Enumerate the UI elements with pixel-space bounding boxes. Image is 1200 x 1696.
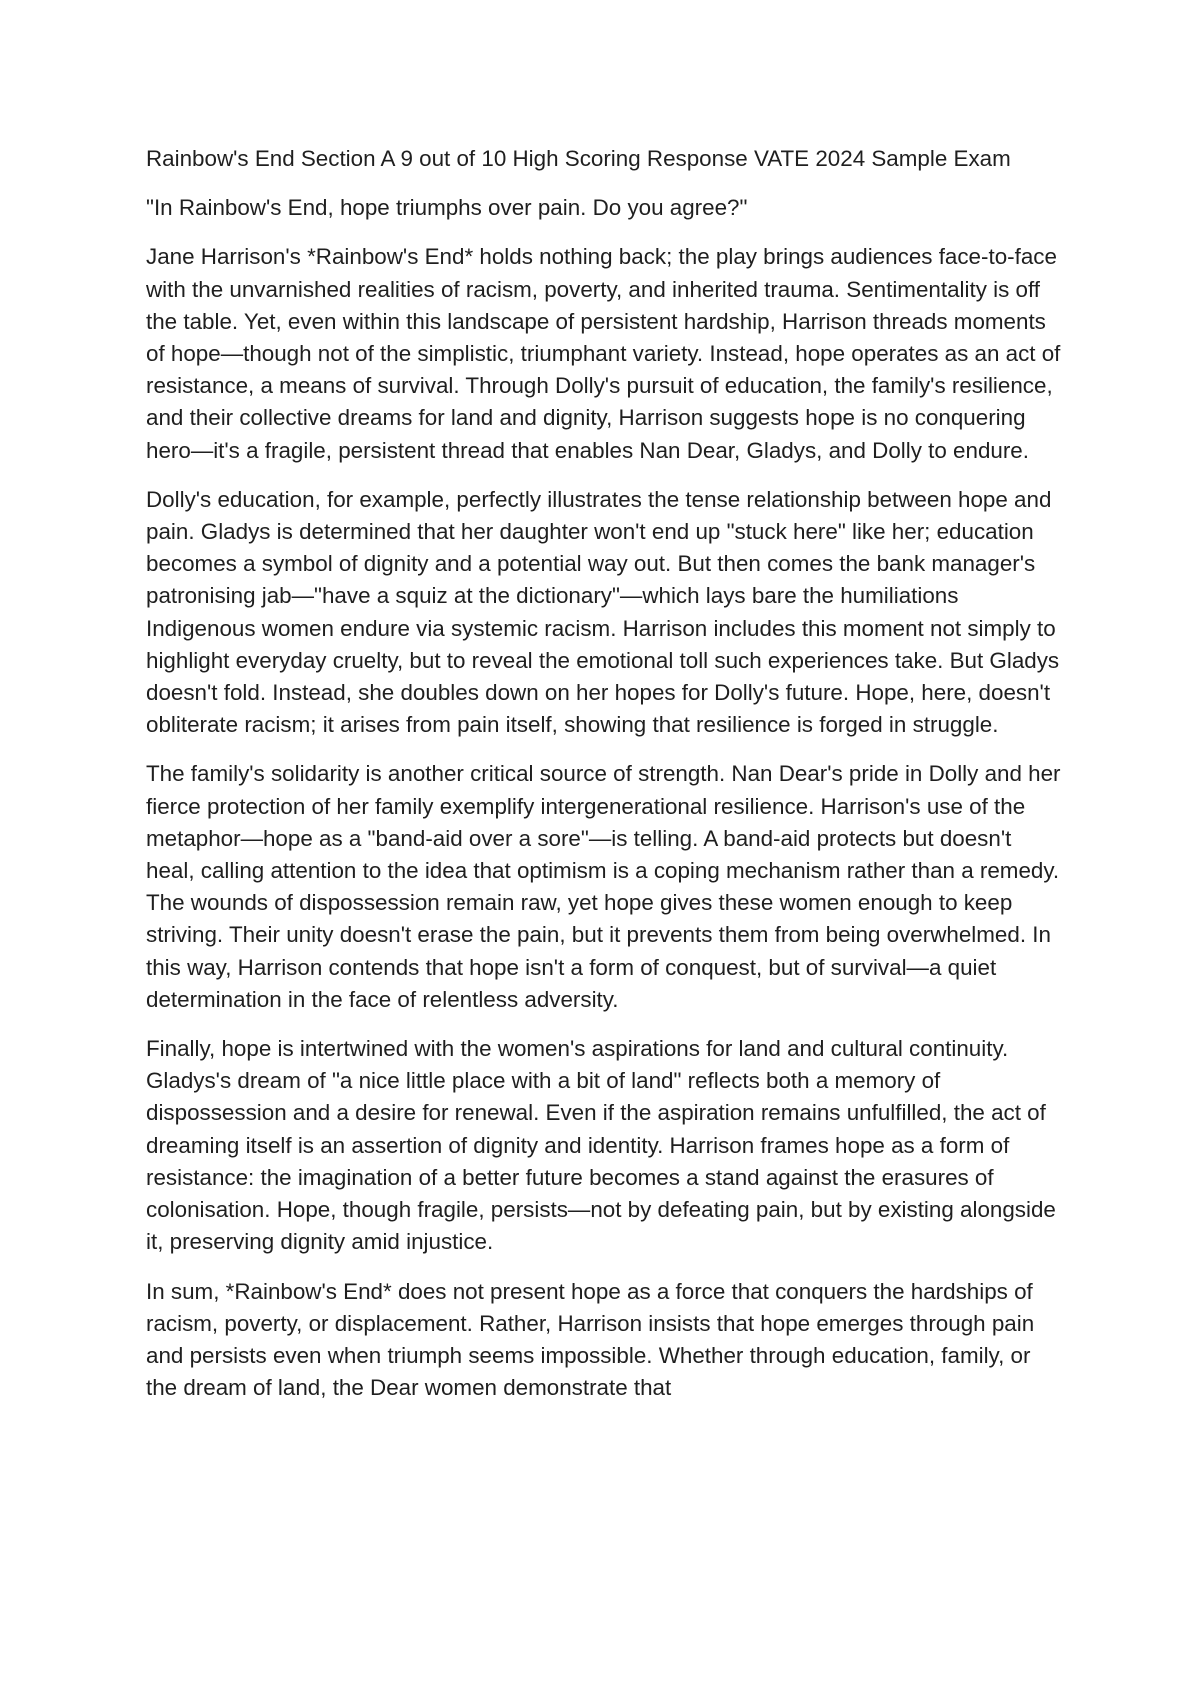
paragraph-land-aspirations: Finally, hope is intertwined with the women's aspirations for land and cultural continuity. Gladys's dream of "a nice little place with a bit of land" reflects both a memory of dispossession and a desire for renewal. Even if the aspiration remains unfulfilled, the act of dreaming itself is an assertion of dignity and identity. Harrison frames hope as a form of resistance: the imagination of a better future becomes a stand against the erasures of colonisation. Hope, though fragile, persists—not by defeating pain, but by existing alongside it, preserving dignity amid injustice. [146,1036,1056,1255]
paragraph-introduction: Jane Harrison's *Rainbow's End* holds nothing back; the play brings audiences face-to-face with the unvarnished realities of racism, poverty, and inherited trauma. Sentimentality is off the table. Yet, even within this landscape of persistent hardship, Harrison threads moments of hope—though not of the simplistic, triumphant variety. Instead, hope operates as an act of resistance, a means of survival. Through Dolly's pursuit of education, the family's resilience, and their collective dreams for land and dignity, Harrison suggests hope is no conquering hero—it's a fragile, persistent thread that enables Nan Dear, Gladys, and Dolly to endure. [146,244,1061,463]
paragraph-education: Dolly's education, for example, perfectly illustrates the tense relationship between hope and pain. Gladys is determined that her daughter won't end up "stuck here" like her; education becomes a symbol of dignity and a potential way out. But then comes the bank manager's patronising jab—"have a squiz at the dictionary"—which lays bare the humiliations Indigenous women endure via systemic racism. Harrison includes this moment not simply to highlight everyday cruelty, but to reveal the emotional toll such experiences take. But Gladys doesn't fold. Instead, she doubles down on her hopes for Dolly's future. Hope, here, doesn't obliterate racism; it arises from pain itself, showing that resilience is forged in struggle. [146,486,1060,738]
document-body [146,143,1066,1421]
paragraph-conclusion: In sum, *Rainbow's End* does not present hope as a force that conquers the hardships of racism, poverty, or displacement. Rather, Harrison insists that hope emerges through pain and persists even when triumph seems impossible. Whether through education, family, or the dream of land, the Dear women demonstrate that [146,1278,1035,1401]
paragraph-family-solidarity: The family's solidarity is another critical source of strength. Nan Dear's pride in Dolly and her fierce protection of her family exemplify intergenerational resilience. Harrison's use of the metaphor—hope as a "band-aid over a sore"—is telling. A band-aid protects but doesn't heal, calling attention to the idea that optimism is a coping mechanism rather than a remedy. The wounds of dispossession remain raw, yet hope gives these women enough to keep striving. Their unity doesn't erase the pain, but it prevents them from being overwhelmed. In this way, Harrison contends that hope isn't a form of conquest, but of survival—a quiet determination in the face of relentless adversity. [146,761,1061,1012]
document-title: Rainbow's End Section A 9 out of 10 High Scoring Response VATE 2024 Sample Exam [146,146,1011,171]
essay-prompt: "In Rainbow's End, hope triumphs over pain. Do you agree?" [146,195,748,221]
